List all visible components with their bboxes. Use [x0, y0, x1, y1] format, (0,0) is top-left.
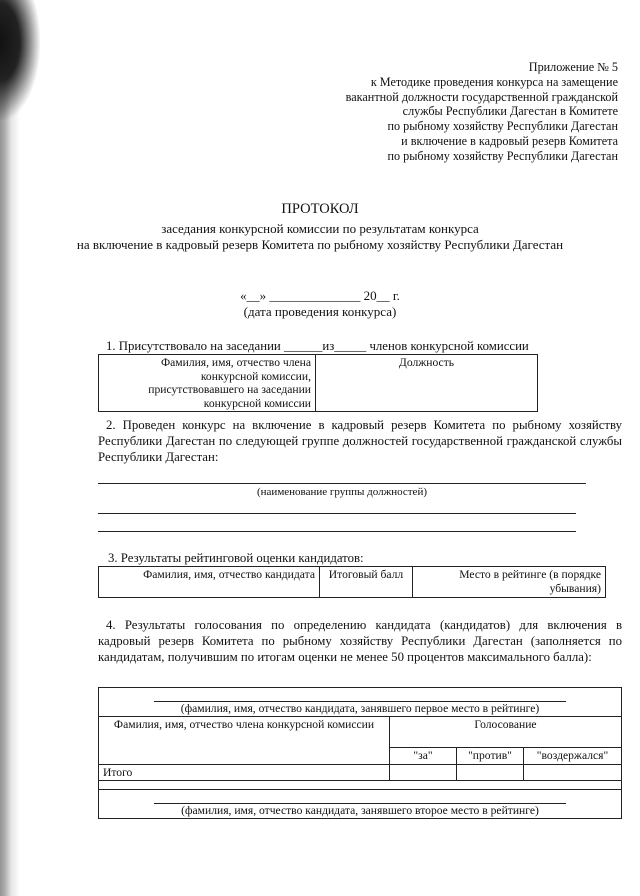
appendix-header	[288, 60, 618, 164]
total-for-cell	[390, 764, 457, 781]
appendix-line: к Методике проведения конкурса на замещение	[370, 74, 618, 89]
scan-blot	[0, 0, 40, 120]
rating-table	[98, 566, 606, 598]
rating-col-score: Итоговый балл	[320, 567, 413, 598]
total-abstain-cell	[524, 764, 622, 781]
spacer-row	[99, 781, 622, 790]
subtitle-line: на включение в кадровый резерв Комитета по рыбному хозяйству Республики Дагестан	[76, 236, 564, 252]
subtitle-line: заседания конкурсной комиссии по результатам конкурса	[161, 221, 479, 236]
attendance-table	[98, 354, 538, 412]
vote-against: "против"	[457, 748, 524, 765]
section1-text: 1. Присутствовало на заседании ______из_____ членов конкурсной комиссии	[106, 339, 529, 353]
second-place-row	[99, 790, 622, 819]
second-place-caption: (фамилия, имя, отчество кандидата, занявшего второе место в рейтинге)	[181, 803, 539, 817]
appendix-line: и включение в кадровый резерв Комитета	[401, 133, 618, 148]
appendix-line: по рыбному хозяйству Республики Дагестан	[387, 148, 618, 163]
date-block	[0, 288, 640, 320]
date-line: «__» ______________ 20__ г.	[240, 288, 400, 303]
attendance-col-position: Должность	[316, 355, 538, 412]
total-against-cell	[457, 764, 524, 781]
total-label: Итого	[99, 764, 390, 781]
vote-abstain: "воздержался"	[524, 748, 622, 765]
attendance-col-name: Фамилия, имя, отчество члена конкурсной комиссии, присутствовавшего на заседании конкурсной комиссии	[99, 355, 316, 412]
rating-col-name: Фамилия, имя, отчество кандидата	[99, 567, 320, 598]
appendix-line: службы Республики Дагестан в Комитете	[402, 104, 618, 119]
position-group-line	[98, 483, 586, 484]
first-place-caption: (фамилия, имя, отчество кандидата, занявшего первое место в рейтинге)	[180, 701, 540, 715]
voting-col-vote: Голосование	[390, 717, 622, 748]
vote-for: "за"	[390, 748, 457, 765]
appendix-line: по рыбному хозяйству Республики Дагестан	[387, 119, 618, 134]
rating-col-place: Место в рейтинге (в порядке убывания)	[413, 567, 606, 598]
scan-shadow	[0, 0, 26, 896]
document-subtitle	[0, 221, 640, 252]
voting-table	[98, 687, 622, 819]
document-title: ПРОТОКОЛ	[281, 201, 359, 217]
voting-col-member: Фамилия, имя, отчество члена конкурсной комиссии	[99, 717, 390, 765]
date-caption: (дата проведения конкурса)	[243, 304, 397, 319]
blank-line	[98, 513, 576, 514]
appendix-line: Приложение № 5	[528, 60, 618, 74]
section4-text: 4. Результаты голосования по определению кандидата (кандидатов) для включения в кадровый резерв Комитета по рыбному хозяйству Республики Дагестан (заполняется по кандидатам, получившим по итогам оценки не менее 50 процентов максимального балла):	[98, 618, 622, 664]
section3-text: 3. Результаты рейтинговой оценки кандидатов:	[108, 551, 364, 565]
position-group-caption: (наименование группы должностей)	[257, 486, 427, 498]
section2-text: 2. Проведен конкурс на включение в кадровый резерв Комитета по рыбному хозяйству Республики Дагестан по следующей группе должностей государственной гражданской службы Республики Дагестан:	[98, 418, 622, 464]
blank-line	[98, 531, 576, 532]
first-place-row	[99, 688, 622, 717]
appendix-line: вакантной должности государственной гражданской	[345, 89, 618, 104]
